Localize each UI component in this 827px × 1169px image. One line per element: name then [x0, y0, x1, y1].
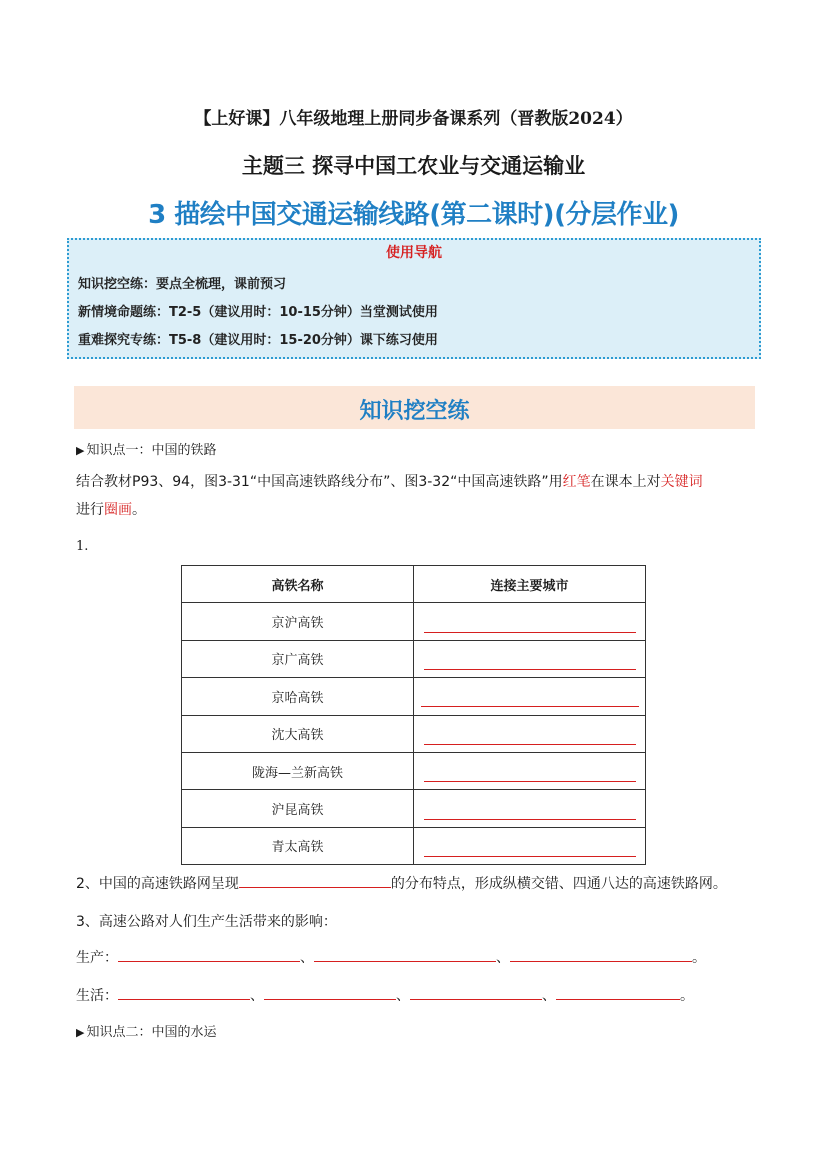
end-mark: 。 — [692, 950, 706, 966]
table-row — [182, 715, 646, 752]
q2-text-before: 2、中国的高速铁路网呈现 — [76, 876, 239, 892]
q2-answer-blank[interactable] — [239, 874, 391, 888]
q3-production-line — [76, 947, 706, 967]
intro-keyword: 关键词 — [660, 474, 703, 490]
separator: 、 — [250, 988, 264, 1004]
table-header-row — [182, 566, 646, 603]
lesson-title: 3 描绘中国交通运输线路(第二课时)(分层作业) — [148, 200, 679, 230]
end-mark: 。 — [680, 988, 694, 1004]
triangle-arrow-icon: ▶ — [76, 444, 85, 457]
intro-text-1: 结合教材P93、94，图3-31“中国高速铁路线分布”、图3-32“中国高速铁路”用 — [76, 474, 563, 490]
life-blank-4[interactable] — [556, 986, 680, 1000]
triangle-arrow-icon: ▶ — [76, 1026, 85, 1039]
answer-blank[interactable] — [424, 841, 636, 857]
production-label: 生产： — [76, 950, 118, 966]
rail-name: 沪昆高铁 — [182, 790, 414, 827]
life-blank-2[interactable] — [264, 986, 396, 1000]
rail-name: 京哈高铁 — [182, 678, 414, 715]
rail-name: 青太高铁 — [182, 827, 414, 864]
usage-navigation-box — [67, 238, 761, 359]
production-blank-1[interactable] — [118, 948, 300, 962]
nav-line-in-class: 新情境命题练：T2-5（建议用时：10-15分钟）当堂测试使用 — [78, 305, 438, 320]
intro-text-4: 。 — [132, 502, 146, 518]
q3-life-line — [76, 985, 694, 1005]
answer-blank[interactable] — [424, 617, 636, 633]
life-blank-1[interactable] — [118, 986, 250, 1000]
answer-blank[interactable] — [424, 729, 636, 745]
section-banner — [74, 386, 755, 429]
table-row — [182, 790, 646, 827]
table-header-name: 高铁名称 — [182, 566, 414, 603]
question-2 — [76, 873, 727, 893]
intro-text-2: 在课本上对 — [590, 474, 661, 490]
knowledge-point-1 — [76, 439, 216, 458]
topic-title: 主题三 探寻中国工农业与交通运输业 — [241, 154, 586, 178]
series-title: 【上好课】八年级地理上册同步备课系列（晋教版2024） — [194, 109, 633, 129]
intro-circle: 圈画 — [104, 502, 132, 518]
knowledge-point-2 — [76, 1021, 216, 1040]
production-blank-3[interactable] — [510, 948, 692, 962]
table-row — [182, 603, 646, 640]
separator: 、 — [300, 950, 314, 966]
intro-text-3: 进行 — [76, 502, 104, 518]
rail-name: 京沪高铁 — [182, 603, 414, 640]
table-row — [182, 640, 646, 677]
section-title: 知识挖空练 — [359, 399, 470, 424]
separator: 、 — [496, 950, 510, 966]
life-label: 生活： — [76, 988, 118, 1004]
rail-name: 沈大高铁 — [182, 715, 414, 752]
answer-blank[interactable] — [421, 691, 639, 707]
table-row — [182, 678, 646, 715]
answer-blank[interactable] — [424, 804, 636, 820]
separator: 、 — [542, 988, 556, 1004]
q2-text-after: 的分布特点，形成纵横交错、四通八达的高速铁路网。 — [390, 876, 727, 892]
intro-red-pen: 红笔 — [562, 474, 591, 490]
question-1-number: 1. — [76, 539, 89, 554]
kp1-label: 知识点一：中国的铁路 — [86, 443, 217, 458]
intro-paragraph — [76, 468, 766, 524]
separator: 、 — [396, 988, 410, 1004]
table-row — [182, 827, 646, 864]
question-3: 3、高速公路对人们生产生活带来的影响： — [76, 914, 337, 930]
nav-line-after-class: 重难探究专练：T5-8（建议用时：15-20分钟）课下练习使用 — [78, 333, 438, 348]
table-header-cities: 连接主要城市 — [414, 566, 646, 603]
answer-blank[interactable] — [424, 654, 636, 670]
kp2-label: 知识点二：中国的水运 — [86, 1025, 217, 1040]
high-speed-rail-table — [181, 565, 646, 865]
rail-name: 陇海—兰新高铁 — [182, 752, 414, 789]
answer-blank[interactable] — [424, 766, 636, 782]
rail-name: 京广高铁 — [182, 640, 414, 677]
table-row — [182, 752, 646, 789]
production-blank-2[interactable] — [314, 948, 496, 962]
life-blank-3[interactable] — [410, 986, 542, 1000]
nav-title: 使用导航 — [386, 245, 442, 261]
nav-line-preview: 知识挖空练：要点全梳理，课前预习 — [78, 277, 287, 292]
